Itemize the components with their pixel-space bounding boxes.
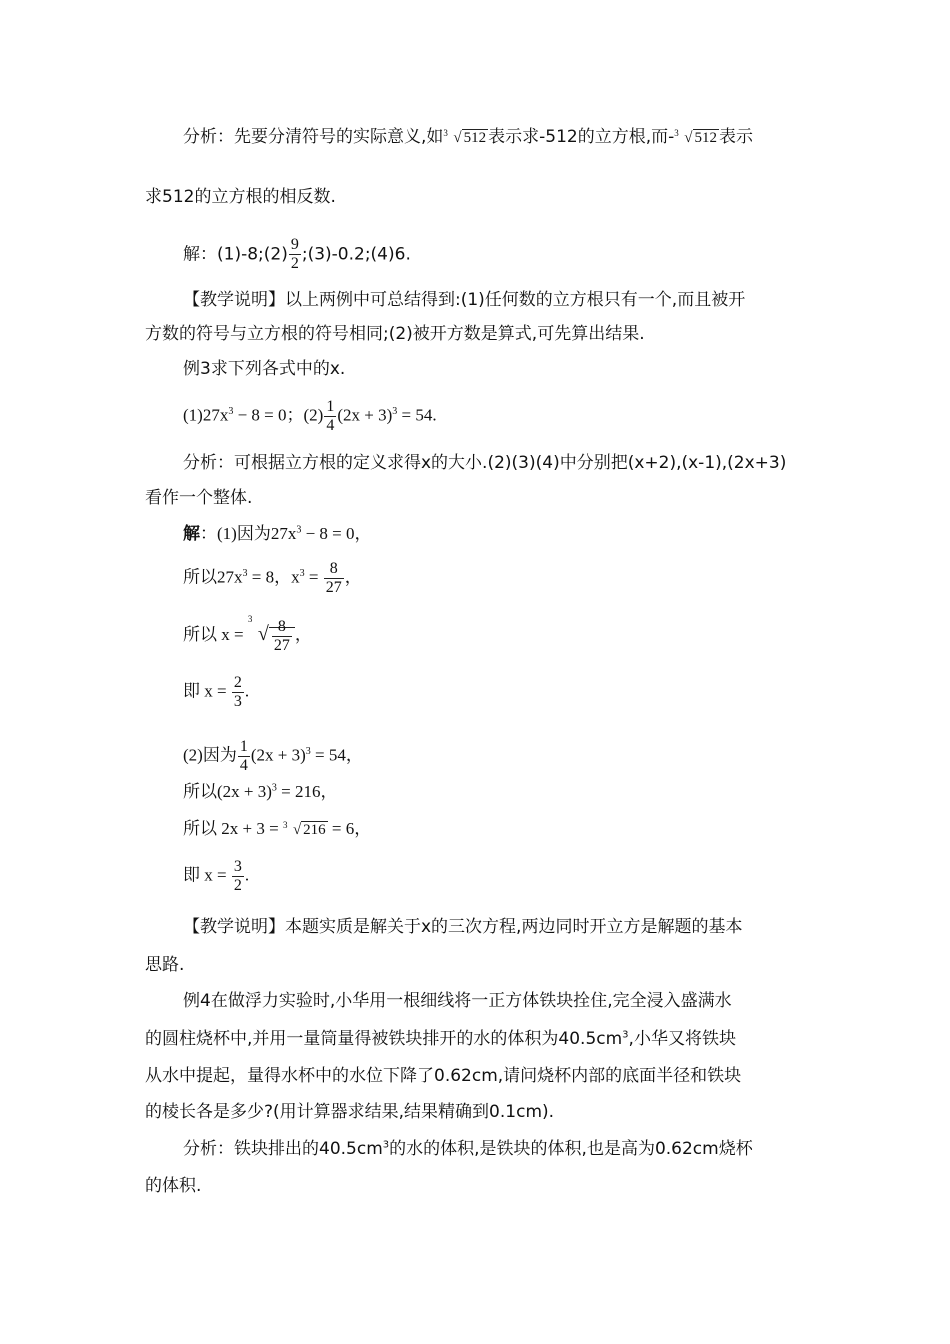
analysis-3-line1: 分析：可根据立方根的定义求得x的大小.(2)(3)(4)中分别把(x+2),(x-1),(2x+3)	[183, 453, 787, 473]
analysis-4-line2: 的体积.	[145, 1176, 202, 1196]
solution-3-line1: 解：(1)因为$27x^3 - 8 = 0$，	[183, 524, 372, 543]
example-4-line4: 的棱长各是多少?(用计算器求结果,结果精确到0.1cm).	[145, 1102, 555, 1122]
solution-3-line5: (2)因为 $\frac{1}{4}$ $(2x + 3)^3 = 54$，	[183, 738, 363, 774]
example-4-line1: 例4在做浮力实验时,小华用一根细线将一正方体铁块拴住,完全浸入盛满水	[183, 991, 732, 1011]
analysis-3-line2: 看作一个整体.	[145, 488, 253, 508]
solution-3-line7: 所以 2x + 3 = 3 √ 216 = 6，	[183, 818, 843, 841]
solution-3-line6: 所以$(2x + 3)^3 = 216$，	[183, 782, 338, 801]
teaching-note-2-line1: 【教学说明】本题实质是解关于x的三次方程,两边同时开立方是解题的基本	[183, 917, 743, 937]
example-4-line3: 从水中提起，量得水杯中的水位下降了0.62cm,请问烧杯内部的底面半径和铁块	[145, 1066, 742, 1086]
cube-root-fraction: 3 √ $\frac{8}{27}$	[248, 618, 295, 655]
example-3-equations: $(1)27x^3 - 8 = 0$；(2) $\frac{1}{4}$ $(2x + 3)^3 = 54$.	[183, 398, 437, 434]
solution-3-line8: 即 x = $\frac{3}{2}$ .	[183, 858, 250, 894]
cube-root-512-b: 3 √ 512	[674, 128, 717, 146]
cube-root-512: 3 √ 512	[443, 128, 487, 146]
teaching-note-1-line2: 方数的符号与立方根的符号相同;(2)被开方数是算式,可先算出结果.	[145, 324, 645, 344]
teaching-note-2-line2: 思路.	[145, 955, 185, 975]
example-4-line2: 的圆柱烧杯中,并用一量筒量得被铁块排开的水的体积为$40.5cm^3$,小华又将铁块	[145, 1029, 736, 1049]
analysis-1-line2: 求512的立方根的相反数.	[145, 187, 336, 207]
analysis-1-line1: 分析：先要分清符号的实际意义,如 3 √ 512 表示求-512的立方根,而- 3 √ 512 表示	[183, 127, 753, 147]
analysis-4-line1: 分析：铁块排出的$40.5cm^3$的水的体积,是铁块的体积,也是高为0.62cm烧杯	[183, 1139, 753, 1159]
solution-1: 解：(1)-8;(2) $\frac{9}{2}$ ;(3)-0.2;(4)6.	[183, 236, 411, 272]
example-3-title: 例3求下列各式中的x.	[183, 359, 346, 379]
fraction-9-2: $\frac{9}{2}$	[290, 236, 299, 272]
solution-3-line2: 所以$27x^3 = 8$，$x^3$ = $\frac{8}{27}$ ，	[183, 560, 362, 596]
teaching-note-1-line1: 【教学说明】以上两例中可总结得到:(1)任何数的立方根只有一个,而且被开	[183, 290, 746, 310]
solution-3-line4: 即 x = $\frac{2}{3}$ .	[183, 674, 250, 710]
solution-3-line3: 所以 x = 3 √ $\frac{8}{27}$ ，	[183, 614, 312, 654]
cube-root-216: 3 √ 216	[282, 820, 326, 838]
